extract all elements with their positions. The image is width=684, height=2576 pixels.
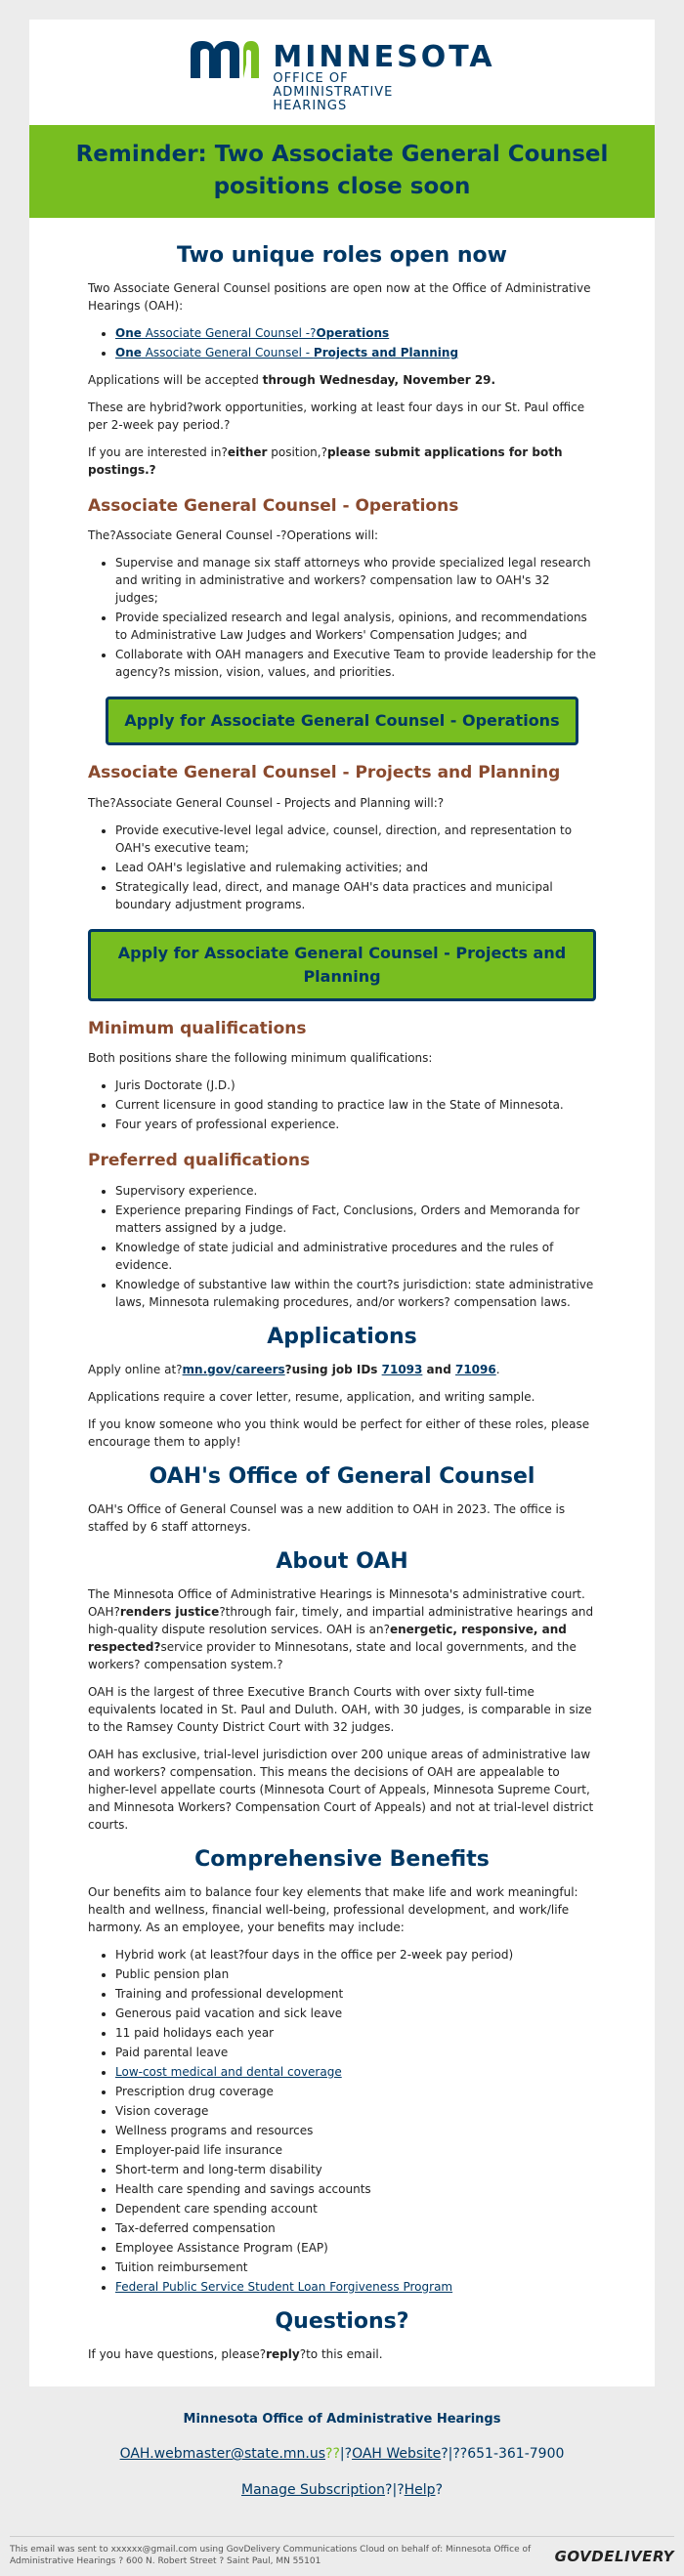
list-item: • Lead OAH's legislative and rulemaking activities; and [115,859,596,876]
hybrid-text: These are hybrid?work opportunities, working at least four days in our St. Paul office per 2-week pay period.? [88,400,585,432]
apps-requirements: Applications require a cover letter, resume, application, and writing sample. [88,1389,535,1404]
projects-list [88,822,596,913]
list-item: • Supervise and manage six staff attorneys who provide specialized legal research and writing in administrative and workers? compensation law to OAH's 32 judges; [115,554,596,607]
ogc-text: OAH's Office of General Counsel was a new addition to OAH in 2023. The office is staffed by 6 staff attorneys. [88,1501,566,1534]
about-heading: About OAH [276,1548,408,1574]
logo-sub-2: ADMINISTRATIVE [273,85,394,100]
logo-wordmark [273,39,494,113]
intro-heading: Two unique roles open now [177,242,507,268]
logo-sub-3: HEARINGS [273,99,348,113]
govdelivery-text: This email was sent to xxxxxx@gmail.com using GovDelivery Communications Cloud on behalf of: Minnesota Office of Administrative Hearings ? 600 N. Robert Street ? Saint Paul, MN 55101 [10,2545,532,2566]
pref-qual-list [88,1182,596,1311]
medical-dental-link[interactable]: Low-cost medical and dental coverage [115,2064,342,2079]
list-item: • Dependent care spending account [115,2200,596,2217]
list-item: • Health care spending and savings accounts [115,2180,596,2198]
list-item: • Provide specialized research and legal analysis, opinions, and recommendations to Administrative Law Judges and Workers' Compensation Judges; and [115,609,596,644]
list-item: • Strategically lead, direct, and manage OAH's data practices and municipal boundary adjustment programs. [115,878,596,913]
position-links [88,324,596,361]
apply-both-text: If you are interested in?either position,?please submit applications for both postings.? [88,444,563,477]
list-item: • Collaborate with OAH managers and Executive Team to provide leadership for the agency?s mission, vision, values, and priorities. [115,646,596,681]
list-item: • Training and professional development [115,1985,596,2003]
ogc-heading: OAH's Office of General Counsel [149,1463,535,1489]
oah-website-link[interactable]: OAH Website [352,2446,442,2463]
footer-contact-row: OAH.webmaster@state.mn.us??|?OAH Website?|??651-361-7900 [119,2446,565,2463]
min-qual-lead: Both positions share the following minimum qualifications: [88,1051,433,1066]
job-id-71096-link[interactable]: 71096 [454,1362,496,1376]
minnesota-logo-icon [189,39,261,80]
about-p2: OAH is the largest of three Executive Branch Courts with over sixty full-time equivalents located in St. Paul and Duluth. OAH, with 30 judges, is comparable in size to the Ramsey County District Court with 32 judges. [88,1684,592,1734]
list-item: • Four years of professional experience. [115,1116,596,1133]
footer-links-row: Manage Subscription?|?Help? [240,2482,443,2499]
pref-qual-heading: Preferred qualifications [88,1151,311,1171]
list-item: • Knowledge of substantive law within the court?s jurisdiction: state administrative laws, Minnesota rulemaking procedures, and/or workers? compensation laws. [115,1276,596,1311]
ops-heading: Associate General Counsel - Operations [88,495,459,516]
manage-subscription-link[interactable]: Manage Subscription [240,2482,386,2499]
list-item: • Juris Doctorate (J.D.) [115,1077,596,1094]
questions-heading: Questions? [275,2308,409,2334]
apply-projects-button[interactable]: Apply for Associate General Counsel - Projects and Planning [88,929,596,1001]
header-logo [29,20,655,125]
deadline-text: Applications will be accepted through Wednesday, November 29. [88,372,496,387]
list-item [115,2278,596,2296]
govdelivery-logo[interactable]: GOVDELIVERY [554,2547,674,2565]
list-item: • Generous paid vacation and sick leave [115,2005,596,2022]
list-item: • Supervisory experience. [115,1182,596,1200]
list-item [115,324,596,342]
list-item: • 11 paid holidays each year [115,2024,596,2042]
list-item: • Public pension plan [115,1965,596,1983]
list-item [115,2063,596,2081]
loan-forgiveness-link[interactable]: Federal Public Service Student Loan Forgiveness Program [115,2279,453,2294]
list-item: • Tuition reimbursement [115,2259,596,2276]
list-item: • Provide executive-level legal advice, counsel, direction, and representation to OAH's executive team; [115,822,596,857]
email-card [29,20,655,2386]
about-p3: OAH has exclusive, trial-level jurisdiction over 200 unique areas of administrative law and workers? compensation. This means the decisions of OAH are appealable to higher-level appellate courts (Minnesota Court of Appeals, Minnesota Supreme Court, and Minnesota Workers? Compensation Court of Appeals) and not at trial-level district courts. [88,1747,594,1832]
reminder-banner: Reminder: Two Associate General Counsel positions close soon [29,125,655,218]
ops-lead: The?Associate General Counsel -?Operations will: [88,528,379,543]
list-item: • Employer-paid life insurance [115,2141,596,2159]
list-item: • Hybrid work (at least?four days in the office per 2-week pay period) [115,1946,596,1964]
list-item: • Vision coverage [115,2102,596,2120]
benefits-heading: Comprehensive Benefits [194,1846,490,1872]
benefits-intro: Our benefits aim to balance four key elements that make life and work meaningful: health and wellness, financial well-being, professional development, and work/life harmony. As an employee, your benefits may include: [88,1884,578,1934]
list-item: • Wellness programs and resources [115,2122,596,2139]
list-item: • Prescription drug coverage [115,2083,596,2100]
apps-encourage: If you know someone who you think would be perfect for either of these roles, please encourage them to apply! [88,1416,590,1449]
webmaster-email-link[interactable]: OAH.webmaster@state.mn.us [119,2446,326,2463]
phone-number: ??651-361-7900 [452,2446,565,2463]
help-link[interactable]: Help [404,2482,436,2499]
list-item: • Knowledge of state judicial and administrative procedures and the rules of evidence. [115,1239,596,1274]
list-item: • Short-term and long-term disability [115,2161,596,2178]
list-item: • Paid parental leave [115,2044,596,2061]
ops-list [88,554,596,681]
list-item [115,344,596,361]
min-qual-list [88,1077,596,1133]
logo-title: MINNESOTA [273,40,495,74]
benefits-list [88,1946,596,2296]
apply-operations-button[interactable]: Apply for Associate General Counsel - Operations [106,697,577,745]
list-item: • Experience preparing Findings of Fact, Conclusions, Orders and Memoranda for matters assigned by a judge. [115,1202,596,1237]
min-qual-heading: Minimum qualifications [88,1018,307,1038]
govdelivery-footer [10,2536,674,2575]
applications-heading: Applications [267,1324,417,1349]
apply-online-text: Apply online at?mn.gov/careers?using job IDs 71093 and 71096. [88,1362,500,1376]
questions-text: If you have questions, please?reply?to this email. [88,2346,383,2361]
about-p1: The Minnesota Office of Administrative Hearings is Minnesota's administrative court. OAH?renders justice?through fair, timely, and impartial administrative hearings and high-quality dispute resolution services. OAH is an?energetic, responsive, and respected?service provider to Minnesotans, state and local governments, and the workers? compensation system.? [88,1586,594,1671]
list-item: • Current licensure in good standing to practice law in the State of Minnesota. [115,1096,596,1114]
list-item: • Employee Assistance Program (EAP) [115,2239,596,2257]
projects-lead: The?Associate General Counsel - Projects and Planning will:? [88,795,445,810]
careers-link[interactable]: mn.gov/careers [182,1362,285,1376]
job-id-71093-link[interactable]: 71093 [381,1362,423,1376]
projects-heading: Associate General Counsel - Projects and Planning [88,763,561,783]
logo-sub-1: OFFICE OF [273,71,349,86]
projects-posting-link[interactable]: One Associate General Counsel - Projects and Planning [115,345,459,359]
email-body [29,218,655,2386]
ops-posting-link[interactable]: One Associate General Counsel -?Operations [115,325,390,340]
footer-org-name: Minnesota Office of Administrative Hearings [183,2411,501,2427]
list-item: • Tax-deferred compensation [115,2219,596,2237]
intro-p1: Two Associate General Counsel positions are open now at the Office of Administrative Hearings (OAH): [88,280,591,313]
footer [0,2386,684,2537]
